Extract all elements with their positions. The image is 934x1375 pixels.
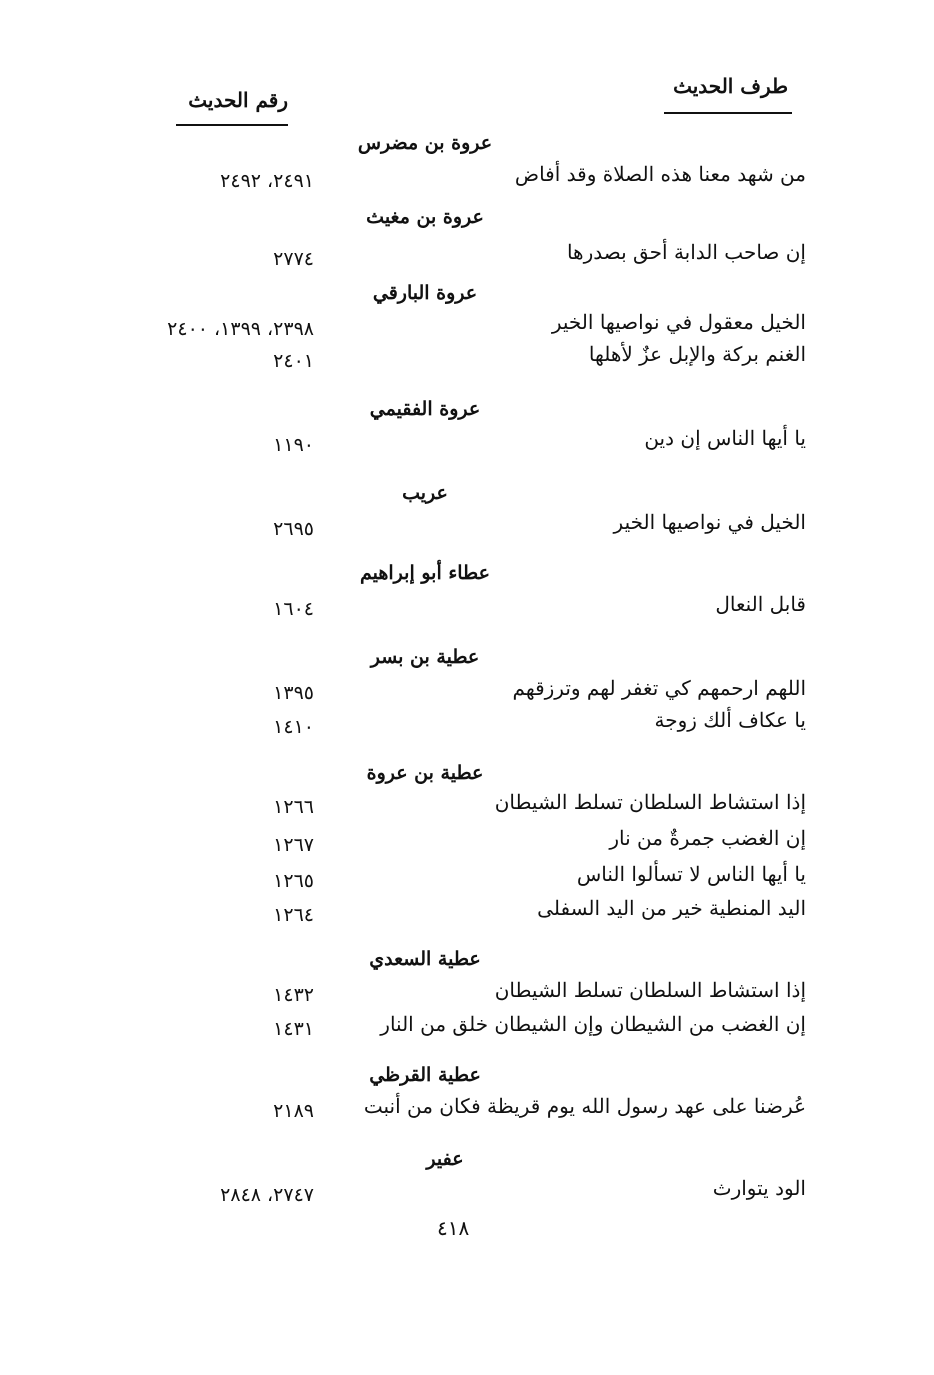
entry-text: إن الغضب جمرةٌ من نار: [609, 826, 806, 850]
header-number-column: رقم الحديث: [188, 88, 288, 112]
section-name: عطية بن بسر: [370, 646, 480, 668]
entry-text: إذا استشاط السلطان تسلط الشيطان: [494, 790, 806, 814]
entry-text: اليد المنطية خير من اليد السفلى: [537, 896, 806, 920]
entry-text: إذا استشاط السلطان تسلط الشيطان: [494, 978, 806, 1002]
entry-text: اللهم ارحمهم كي تغفر لهم وترزقهم: [512, 676, 806, 700]
entry-text: من شهد معنا هذه الصلاة وقد أفاض: [514, 162, 806, 186]
entry-number: ١٢٦٧: [273, 834, 314, 856]
entry-text: يا عكاف ألك زوجة: [654, 708, 806, 732]
entry-number: ٢١٨٩: [273, 1100, 314, 1122]
entry-text: عُرضنا على عهد رسول الله يوم قريظة فكان من أنبت: [363, 1094, 806, 1118]
entry-text: قابل النعال: [715, 592, 806, 616]
section-name: عريب: [402, 482, 448, 504]
section-name: عطاء أبو إبراهيم: [360, 562, 490, 584]
entry-number: ١٢٦٤: [273, 904, 314, 926]
page-number: ٤١٨: [437, 1216, 470, 1240]
section-name: عروة الفقيمي: [369, 398, 481, 420]
section-name: عروة البارقي: [372, 282, 478, 304]
section-name: عطية القرظي: [369, 1064, 481, 1086]
entry-number: ١٤١٠: [273, 716, 314, 738]
entry-number: ٢٣٩٨، ١٣٩٩، ٢٤٠٠: [167, 318, 314, 340]
entry-text: الغنم بركة والإبل عزٌ لأهلها: [588, 342, 806, 366]
entry-number: ١٣٩٥: [273, 682, 314, 704]
entry-text: إن صاحب الدابة أحق بصدرها: [566, 240, 806, 264]
header-number-underline: [176, 124, 288, 126]
entry-number: ١١٩٠: [273, 434, 314, 456]
entry-number: ٢٧٤٧، ٢٨٤٨: [220, 1184, 314, 1206]
header-text-column: طرف الحديث: [673, 74, 788, 98]
entry-number: ٢٤٠١: [273, 350, 314, 372]
section-name: عطية بن عروة: [366, 762, 484, 784]
section-name: عفير: [426, 1148, 464, 1170]
section-name: عطية السعدي: [369, 948, 481, 970]
entry-number: ٢٧٧٤: [273, 248, 314, 270]
entry-text: الخيل في نواصيها الخير: [613, 510, 806, 534]
section-name: عروة بن مغيث: [366, 206, 484, 228]
entry-text: يا أيها الناس إن دين: [644, 426, 806, 450]
entry-text: الخيل معقول في نواصيها الخير: [551, 310, 806, 334]
entry-text: الود يتوارث: [712, 1176, 806, 1200]
entry-number: ٢٤٩١، ٢٤٩٢: [220, 170, 314, 192]
entry-text: يا أيها الناس لا تسألوا الناس: [576, 862, 806, 886]
entry-number: ١٢٦٥: [273, 870, 314, 892]
section-name: عروة بن مضرس: [357, 132, 493, 154]
header-text-underline: [664, 112, 792, 114]
entry-number: ١٢٦٦: [273, 796, 314, 818]
entry-text: إن الغضب من الشيطان وإن الشيطان خلق من النار: [380, 1012, 806, 1036]
entry-number: ١٤٣٢: [273, 984, 314, 1006]
entry-number: ١٦٠٤: [273, 598, 314, 620]
entry-number: ١٤٣١: [273, 1018, 314, 1040]
entry-number: ٢٦٩٥: [273, 518, 314, 540]
